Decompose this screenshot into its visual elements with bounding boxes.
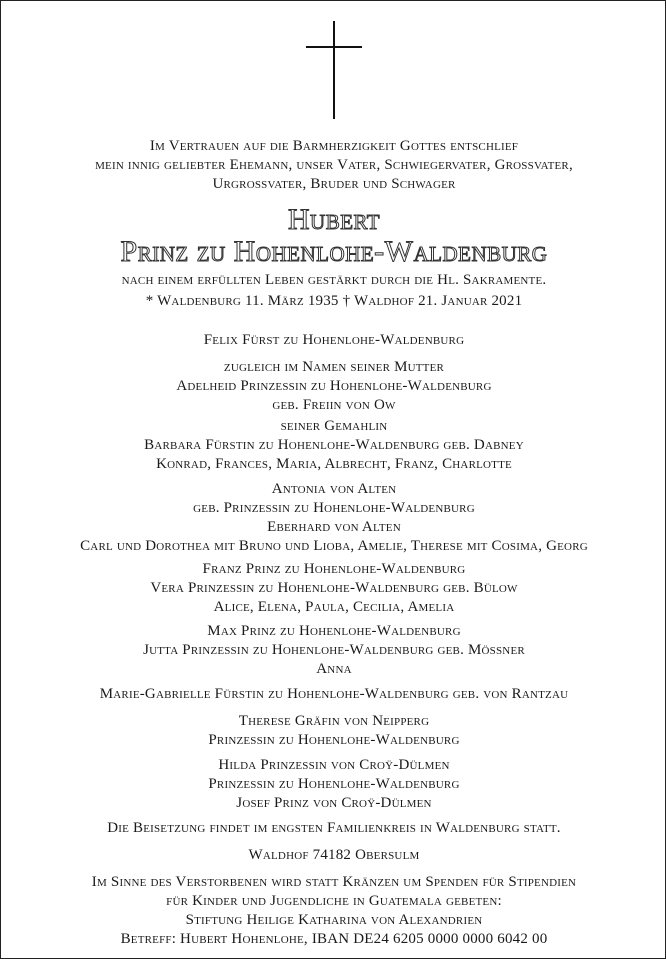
donation-line: Stiftung Heilige Katharina von Alexandrien xyxy=(185,912,483,928)
mourner-line: Barbara Fürstin zu Hohenlohe-Waldenburg geb. Dabney xyxy=(144,437,524,453)
intro-line: mein innig geliebter Ehemann, unser Vater, Schwiegervater, Grossvater, xyxy=(95,157,573,173)
mourner-group xyxy=(1,560,666,617)
mourner-group xyxy=(1,756,666,813)
donation-line: Betreff: Hubert Hohenlohe, IBAN DE24 6205 0000 0000 6042 00 xyxy=(120,931,548,947)
mourner-line: Hilda Prinzessin von Croÿ-Dülmen xyxy=(218,757,450,773)
mourner-line: Prinzessin zu Hohenlohe-Waldenburg xyxy=(208,732,460,748)
mourner-group xyxy=(1,331,666,350)
mourner-line: Prinzessin zu Hohenlohe-Waldenburg xyxy=(208,776,460,792)
mourner-line: geb. Freiin von Ow xyxy=(272,397,396,413)
mourner-line: Felix Fürst zu Hohenlohe-Waldenburg xyxy=(203,332,465,348)
mourner-line: Anna xyxy=(316,661,352,677)
mourner-line: Vera Prinzessin zu Hohenlohe-Waldenburg geb. Bülow xyxy=(150,580,518,596)
deceased-first-name: Hubert xyxy=(287,203,381,236)
mourner-line: Alice, Elena, Paula, Cecilia, Amelia xyxy=(213,599,455,615)
sacrament-line: nach einem erfüllten Leben gestärkt durch die Hl. Sakramente. xyxy=(121,272,547,288)
donation-line: für Kinder und Jugendliche in Guatemala gebeten: xyxy=(166,893,502,909)
mourner-line: Carl und Dorothea mit Bruno und Lioba, Amelie, Therese mit Cosima, Georg xyxy=(80,538,588,554)
mourner-line: Josef Prinz von Croÿ-Dülmen xyxy=(236,795,432,811)
mourner-group xyxy=(1,358,666,415)
mourner-group xyxy=(1,712,666,750)
mourner-line: Max Prinz zu Hohenlohe-Waldenburg xyxy=(207,623,461,639)
mourner-group xyxy=(1,417,666,474)
deceased-full-name: Prinz zu Hohenlohe-Waldenburg xyxy=(120,235,548,268)
mourner-group xyxy=(1,480,666,556)
mourner-line: Konrad, Frances, Maria, Albrecht, Franz, Charlotte xyxy=(156,456,512,472)
cross-icon xyxy=(304,21,364,119)
mourner-line: Antonia von Alten xyxy=(271,481,397,497)
mourner-line: Therese Gräfin von Neipperg xyxy=(238,713,430,729)
funeral-line: Die Beisetzung findet im engsten Familienkreis in Waldenburg statt. xyxy=(107,820,561,836)
intro-line: Urgrossvater, Bruder und Schwager xyxy=(212,176,456,192)
mourner-line: zugleich im Namen seiner Mutter xyxy=(223,359,445,375)
mourner-group xyxy=(1,685,666,704)
mourner-line: Franz Prinz zu Hohenlohe-Waldenburg xyxy=(202,561,466,577)
intro-text xyxy=(1,137,666,194)
mourner-group xyxy=(1,622,666,679)
mourner-line: geb. Prinzessin zu Hohenlohe-Waldenburg xyxy=(193,500,475,516)
mourner-line: Jutta Prinzessin zu Hohenlohe-Waldenburg geb. Mössner xyxy=(143,642,525,658)
address-line: Waldhof 74182 Obersulm xyxy=(248,847,420,863)
donation-text xyxy=(1,873,666,949)
dates-line: * Waldenburg 11. März 1935 † Waldhof 21. Januar 2021 xyxy=(145,293,523,309)
donation-line: Im Sinne des Verstorbenen wird statt Kränzen um Spenden für Stipendien xyxy=(91,874,577,890)
mourner-line: seiner Gemahlin xyxy=(280,418,388,434)
mourner-line: Eberhard von Alten xyxy=(267,519,401,535)
mourner-line: Adelheid Prinzessin zu Hohenlohe-Waldenburg xyxy=(176,378,492,394)
intro-line: Im Vertrauen auf die Barmherzigkeit Gottes entschlief xyxy=(149,138,519,154)
mourner-line: Marie-Gabrielle Fürstin zu Hohenlohe-Waldenburg geb. von Rantzau xyxy=(99,686,569,702)
